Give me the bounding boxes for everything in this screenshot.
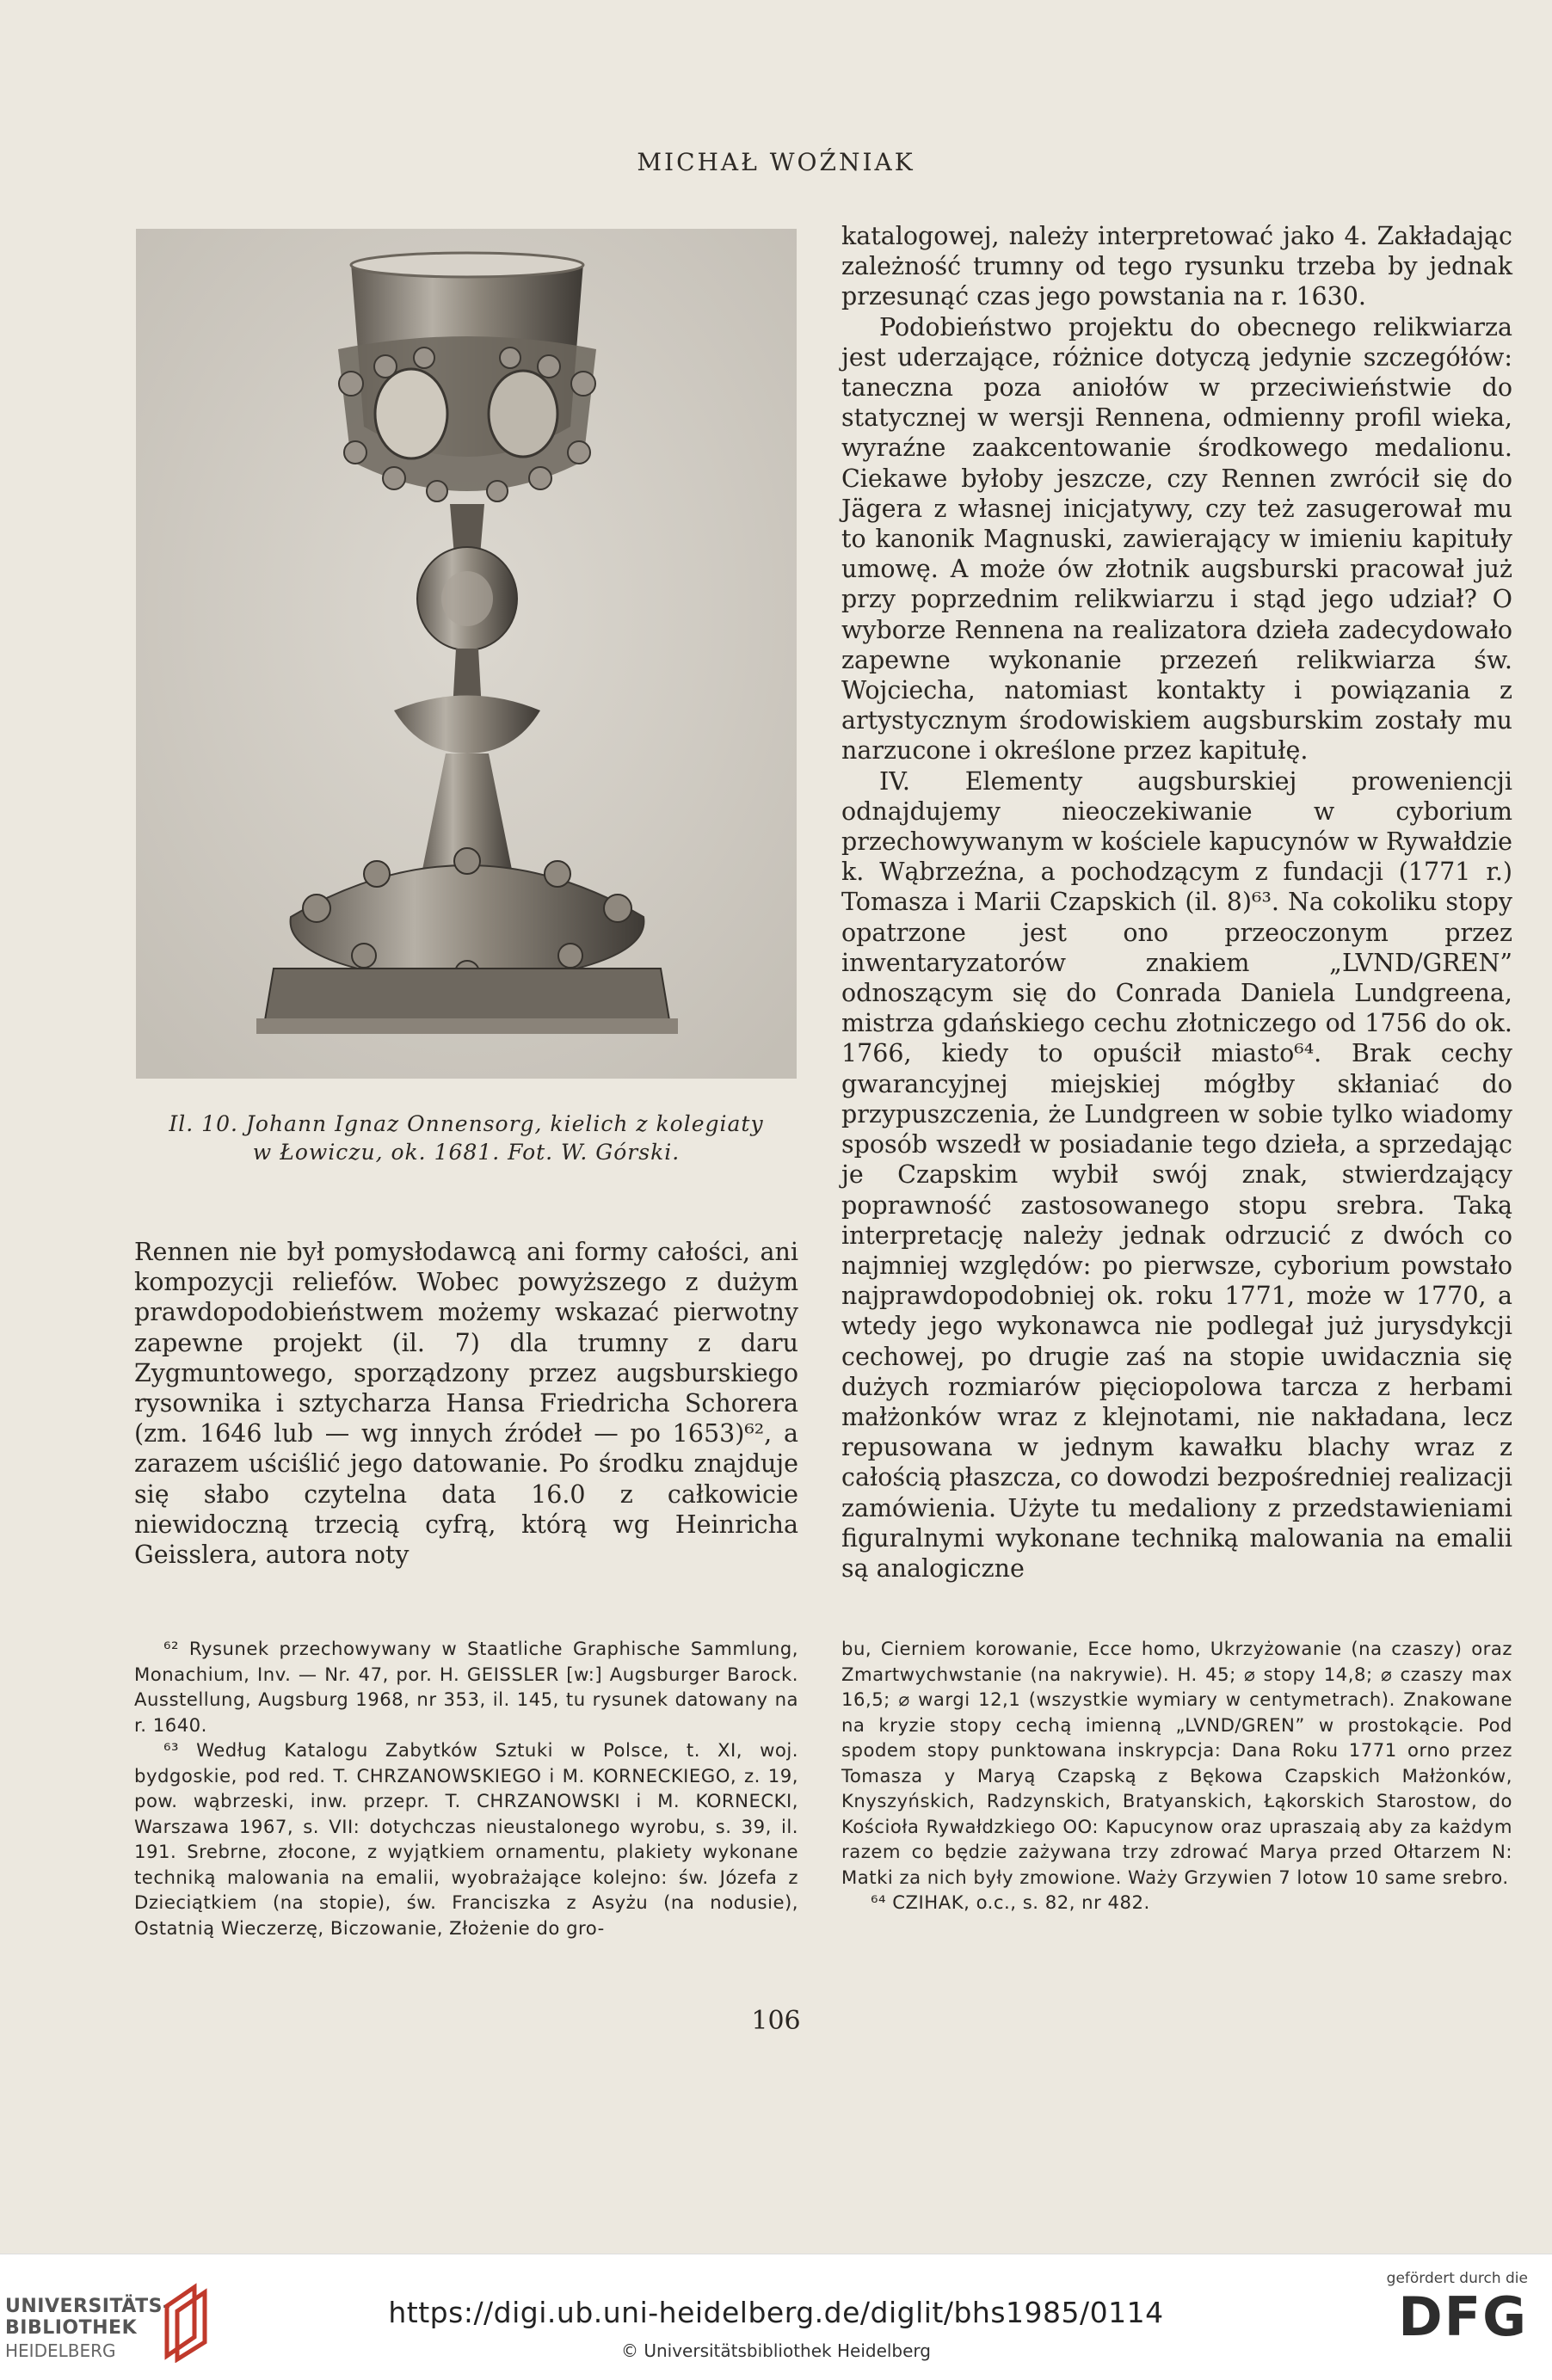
paragraph: Podobieństwo projektu do obecnego relikwiarza jest uderzające, różnice dotyczą jedynie szczegółów: taneczna poza aniołów w przeciwieństwie do statycznej w wersji Rennena, odmienny profil wieka, wyraźne zaakcentowanie środkowego medalionu. Ciekawe byłoby jeszcze, czy Rennen zwrócił się do Jägera z własnej inicjatywy, czy też zasugerował mu to kanonik Magnuski, zawierający w imieniu kapituły umowę. A może ów złotnik augsburski pracował już przy poprzednim relikwiarzu i stąd jego udział? O wyborze Rennena na realizatora dzieła zadecydowało zapewne wykonanie przezeń relikwiarza św. Wojciecha, natomiast kontakty i powiązania z artystycznym środowiskiem augsburskim zostały mu narzucone i określone przez kapitułę. [841,312,1512,766]
paragraph: IV. Elementy augsburskiej proweniencji odnajdujemy nieoczekiwanie w cyborium przechowywanym w kościele kapucynów w Rywałdzie k. Wąbrzeźna, a pochodzącym z fundacji (1771 r.) Tomasza i Marii Czapskich (il. 8)⁶³. Na cokoliku stopy opatrzone jest ono przeoczonym przez inwentaryzatorów znakiem „LVND/GREN” odnoszącym się do Conrada Daniela Lundgreena, mistrza gdańskiego cechu złotniczego od 1756 do ok. 1766, kiedy to opuścił miasto⁶⁴. Brak cechy gwarancyjnej miejskiej mógłby skłaniać do przypuszczenia, że Lundgreen w sobie tylko wiadomy sposób wszedł w posiadanie tego dzieła, a sprzedając je Czapskim wybił swój znak, stwierdzający poprawność zastosowanego stopu srebra. Taką interpretację należy jednak odrzucić z dwóch co najmniej względów: po pierwsze, cyborium powstało najprawdopodobniej ok. roku 1771, może w 1770, a wtedy jego wykonawca nie podlegał już jurysdykcji cechowej, po drugie zaś na stopie uwidacznia się dużych rozmiarów pięciopolowa tarcza z herbami małżonków wraz z klejnotami, nie nakładana, lecz repusowana w jednym kawałku blachy wraz z całością płaszcza, co dowodzi bezpośredniej realizacji zamówienia. Użyte tu medaliony z przedstawieniami figuralnymi wykonane techniką malowania na emalii są analogiczne [841,766,1512,1583]
footnote-63: ⁶³ Według Katalogu Zabytków Sztuki w Polsce, t. XI, woj. bydgoskie, pod red. T. CHRZANOWSKIEGO i M. KORNECKIEGO, z. 19, pow. wąbrzeski, inw. przepr. T. CHRZANOWSKI i M. KORNECKI, Warszawa 1967, s. VII: dotychczas nieustalonego wyrobu, s. 39, il. 191. Srebrne, złocone, z wyjątkiem ornamentu, plakiety wykonane techniką malowania na emalii, wyobrażające kolejno: św. Józefa z Dzieciątkiem (na stopie), św. Franciszka z Asyżu (na nodusie), Ostatnią Wieczerzę, Biczowanie, Złożenie do gro- [134,1739,798,1939]
chalice-photo [136,229,797,1079]
footnotes-right [841,1636,1512,1916]
caption-line-1: Il. 10. Johann Ignaz Onnensorg, kielich z kolegiaty [169,1111,764,1136]
caption-line-2: w Łowiczu, ok. 1681. Fot. W. Górski. [252,1140,681,1165]
library-name-line-1: UNIVERSITÄTS- [5,2296,171,2317]
paragraph: Rennen nie był pomysłodawcą ani formy całości, ani kompozycji reliefów. Wobec powyższego z dużym prawdopodobieństwem możemy wskazać pierwotny zapewne projekt (il. 7) dla trumny z daru Zygmuntowego, sporządzony przez augsburskiego rysownika i sztycharza Hansa Friedricha Schorera (zm. 1646 lub — wg innych źródeł — po 1653)⁶², a zarazem uściślić jego datowanie. Po środku znajduje się słabo czytelna data 16.0 z całkowicie niewidoczną trzecią cyfrą, którą wg Heinricha Geisslera, autora noty [134,1238,798,1570]
funder-name: DFG [1398,2285,1528,2348]
right-text-column [841,221,1512,1584]
funding-note: gefördert durch die [1386,2270,1528,2287]
dfg-logo[interactable] [1321,2270,1528,2347]
library-name-line-3: HEIDELBERG [5,2340,116,2361]
permalink-url[interactable]: https://digi.ub.uni-heidelberg.de/diglit/bhs1985/0114 [388,2296,1164,2329]
footnotes-left [134,1636,798,1940]
footnote-63-continued: bu, Cierniem korowanie, Ecce homo, Ukrzyżowanie (na czaszy) oraz Zmartwychwstanie (na nakrywie). H. 45; ⌀ stopy 14,8; ⌀ czaszy max 16,5; ⌀ wargi 12,1 (wszystkie wymiary w centymetrach). Znakowane na kryzie stopy cechą imienną „LVND/GREN” w prostokącie. Pod spodem stopy punktowana inskrypcja: Dana Roku 1771 orno przez Tomasza y Maryą Czapską z Bękowa Czapskich Małżonków, Knyszyńskich, Radzynskich, Bratyanskich, Łąkorskich Starostow, do Kościoła Rywałdzkiego OO: Kapucynow oraz upraszaią aby za każdym razem co będzie zażywana trzy zdrować Marya przed Ołtarzem N: Matki za nich były zmowione. Waży Grzywien 7 lotow 10 same srebro. [841,1638,1512,1888]
footnote-64: ⁶⁴ CZIHAK, o.c., s. 82, nr 482. [871,1891,1150,1913]
copyright-notice: © Universitätsbibliothek Heidelberg [620,2340,931,2361]
left-text-column [134,1237,798,1570]
paragraph: katalogowej, należy interpretować jako 4. Zakładając zależność trumny od tego rysunku trzeba by jednak przesunąć czas jego powstania na r. 1630. [841,222,1512,311]
viewer-footer [0,2254,1552,2380]
running-header: MICHAŁ WOŹNIAK [637,148,915,176]
footnote-62: ⁶² Rysunek przechowywany w Staatliche Graphische Sammlung, Monachium, Inv. — Nr. 47, por. H. GEISSLER [w:] Augsburger Barock. Ausstellung, Augsburg 1968, nr 353, il. 145, tu rysunek datowany na r. 1640. [134,1638,798,1736]
page-number: 106 [751,2006,801,2036]
library-name-line-2: BIBLIOTHEK [5,2317,138,2339]
figure-caption [136,1110,797,1166]
chalice-illustration [136,229,797,1079]
